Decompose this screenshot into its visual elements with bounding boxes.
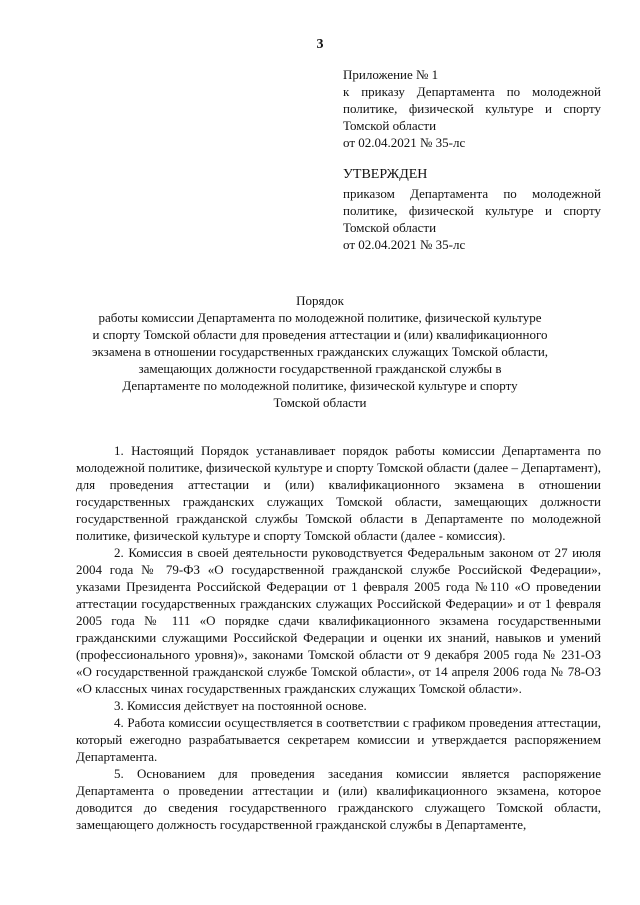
title-line: Томской области [273, 395, 367, 410]
appendix-order-line: Томской области [343, 118, 437, 133]
page-number: 3 [316, 37, 324, 52]
title-heading: Порядок [296, 293, 344, 308]
paragraph-4: 4. Работа комиссии осуществляется в соответствии с графиком проведения аттестации, который ежегодно разрабатывается секретарем комиссии и утверждается распоряжением Департамента. [76, 715, 601, 764]
title-line: и спорту Томской области для проведения аттестации и (или) квалификационного [92, 327, 548, 342]
approval-order-line: приказом Департамента по молодежной [343, 186, 601, 201]
paragraph-1: 1. Настоящий Порядок устанавливает порядок работы комиссии Департамента по молодежной политике, физической культуре и спорту Томской области (далее – Департамент), для проведения аттестации и (или) квалификационного экзамена в отношении государственных гражданских служащих Томской области, замещающих должности государственной гражданской службы Томской области в Департаменте по молодежной политике, физической культуре и спорту Томской области (далее - комиссия). [76, 443, 601, 543]
title-line: работы комиссии Департамента по молодежной политике, физической культуре [98, 310, 542, 325]
appendix-order-line: к приказу Департамента по молодежной [343, 84, 601, 99]
approval-date: от 02.04.2021 № 35-лс [343, 237, 466, 252]
document-title [70, 292, 570, 411]
appendix-date: от 02.04.2021 № 35-лс [343, 135, 466, 150]
paragraph-3: 3. Комиссия действует на постоянной основе. [114, 698, 367, 713]
appendix-block [343, 66, 601, 151]
paragraph-5-container [76, 765, 601, 833]
title-line: экзамена в отношении государственных гражданских служащих Томской области, [91, 344, 549, 359]
paragraph-5: 5. Основанием для проведения заседания комиссии является распоряжение Департамента о проведении аттестации и (или) квалификационного экзамена, которое доводится до сведения государственного гражданского служащего Томской области, замещающего должность государственной гражданской службы в Департаменте, [76, 766, 601, 832]
appendix-order-line: политике, физической культуре и спорту [343, 101, 601, 116]
paragraph-2: 2. Комиссия в своей деятельности руководствуется Федеральным законом от 27 июля 2004 года № 79-ФЗ «О государственной гражданской службе Российской Федерации», указами Президента Российской Федерации от 1 февраля 2005 года №110 «О проведении аттестации государственных гражданских служащих Российской Федерации» и от 1 февраля 2005 года № 111 «О порядке сдачи квалификационного экзамена государственными гражданскими служащими Российской Федерации и оценки их знаний, навыков и умений (профессионального уровня)», законами Томской области от 9 декабря 2005 года № 231-ОЗ «О государственной гражданской службе Томской области», от 14 апреля 2006 года № 78-ОЗ «О классных чинах государственных гражданских служащих Томской области». [76, 545, 601, 696]
appendix-label: Приложение № 1 [343, 67, 439, 82]
document-body [76, 442, 601, 833]
title-line: замещающих должности государственной гражданской службы в [138, 361, 502, 376]
approval-order-line: Томской области [343, 220, 437, 235]
approval-heading: УТВЕРЖДЕН [343, 167, 428, 182]
approval-order-line: политике, физической культуре и спорту [343, 203, 601, 218]
title-line: Департаменте по молодежной политике, физической культуре и спорту [122, 378, 518, 393]
approval-block [343, 166, 601, 253]
